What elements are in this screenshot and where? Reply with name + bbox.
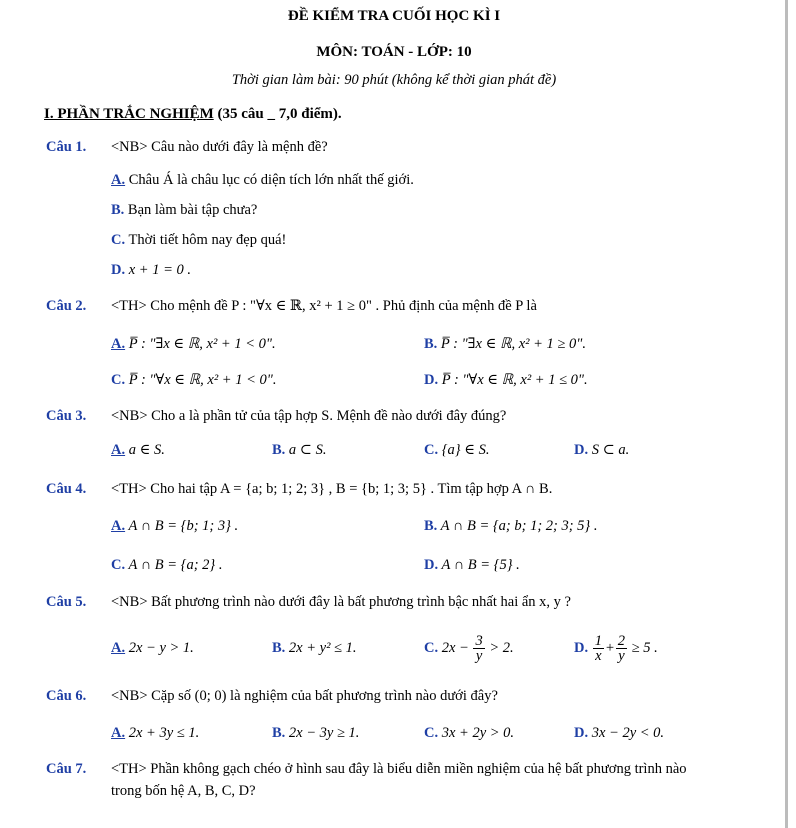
exam-title: ĐỀ KIỂM TRA CUỐI HỌC KÌ I (287, 8, 501, 24)
q4-option-c[interactable]: C. A ∩ B = {a; 2} . (111, 557, 223, 573)
question-4-text: <TH> Cho hai tập A = {a; b; 1; 2; 3} , B = {b; 1; 3; 5} . Tìm tập hợp A ∩ B. (111, 481, 553, 497)
question-5-label: Câu 5. (46, 594, 87, 610)
q5d-fraction-2: $\frac{2}{y}$ (617, 632, 626, 664)
q5-option-b[interactable]: B. 2x + y² ≤ 1. (272, 640, 357, 656)
q2-option-b[interactable]: B. P̅ : "∃x ∈ ℝ, x² + 1 ≥ 0". (424, 336, 586, 352)
q3-option-b[interactable]: B. a ⊂ S. (272, 442, 327, 458)
q4-option-a[interactable]: A. A ∩ B = {b; 1; 3} . (111, 518, 239, 534)
exam-subject: MÔN: TOÁN - LỚP: 10 (316, 44, 472, 60)
section-heading (44, 106, 342, 123)
q4-option-b[interactable]: B. A ∩ B = {a; b; 1; 2; 3; 5} . (424, 518, 598, 534)
q5-option-a[interactable]: A. 2x − y > 1. (111, 640, 194, 656)
question-1-label: Câu 1. (46, 139, 87, 155)
question-6-label: Câu 6. (46, 688, 87, 704)
q6-option-b[interactable]: B. 2x − 3y ≥ 1. (272, 725, 360, 741)
question-2-label: Câu 2. (46, 298, 87, 314)
question-7-label: Câu 7. (46, 761, 87, 777)
q2-option-a[interactable]: A. P̅ : "∃x ∈ ℝ, x² + 1 < 0". (111, 336, 276, 352)
q4-option-d[interactable]: D. A ∩ B = {5} . (424, 557, 520, 573)
question-3-text: <NB> Cho a là phần tử của tập hợp S. Mệnh đề nào dưới đây đúng? (111, 408, 507, 424)
q5-option-c[interactable]: C. 2x − $\frac{3}{y}$ > 2. (424, 632, 514, 664)
q6-option-c[interactable]: C. 3x + 2y > 0. (424, 725, 515, 741)
question-6-text: <NB> Cặp số (0; 0) là nghiệm của bất phương trình nào dưới đây? (111, 688, 498, 704)
q3-option-c[interactable]: C. {a} ∈ S. (424, 442, 490, 458)
q6-option-d[interactable]: D. 3x − 2y < 0. (574, 725, 665, 741)
q1-option-c[interactable]: C. Thời tiết hôm nay đẹp quá! (111, 232, 287, 248)
question-3-label: Câu 3. (46, 408, 87, 424)
question-7-text: <TH> Phần không gạch chéo ở hình sau đây là biểu diễn miền nghiệm của hệ bất phương trình nào (111, 761, 687, 777)
q5c-fraction: $\frac{3}{y}$ (475, 632, 483, 664)
q3-option-d[interactable]: D. S ⊂ a. (574, 442, 630, 458)
q3-option-a[interactable]: A. a ∈ S. (111, 442, 165, 458)
question-5-text: <NB> Bất phương trình nào dưới đây là bất phương trình bậc nhất hai ẩn x, y ? (111, 594, 571, 610)
q1-option-d[interactable]: D. x + 1 = 0 . (111, 262, 191, 278)
q5-option-d[interactable]: D. $\frac{1}{x}$ + $\frac{2}{y}$ ≥ 5 . (574, 632, 658, 664)
q1-option-a[interactable]: A. Châu Á là châu lục có diện tích lớn nhất thế giới. (111, 172, 414, 188)
q6-option-a[interactable]: A. 2x + 3y ≤ 1. (111, 725, 200, 741)
question-7-text-cont: trong bốn hệ A, B, C, D? (111, 783, 256, 799)
section-detail: (35 câu _ 7,0 điểm). (213, 106, 342, 122)
q5d-fraction-1: $\frac{1}{x}$ (594, 632, 602, 664)
q1-option-b[interactable]: B. Bạn làm bài tập chưa? (111, 202, 258, 218)
question-4-label: Câu 4. (46, 481, 87, 497)
q2-option-d[interactable]: D. P̅ : "∀x ∈ ℝ, x² + 1 ≤ 0". (424, 372, 588, 388)
question-2-text: <TH> Cho mệnh đề P : "∀x ∈ ℝ, x² + 1 ≥ 0" . Phủ định của mệnh đề P là (111, 298, 537, 314)
section-name: I. PHẦN TRẮC NGHIỆM (44, 106, 214, 122)
q2-option-c[interactable]: C. P̅ : "∀x ∈ ℝ, x² + 1 < 0". (111, 372, 277, 388)
exam-time: Thời gian làm bài: 90 phút (không kể thời gian phát đề) (231, 72, 557, 88)
question-1-text: <NB> Câu nào dưới đây là mệnh đề? (111, 139, 328, 155)
